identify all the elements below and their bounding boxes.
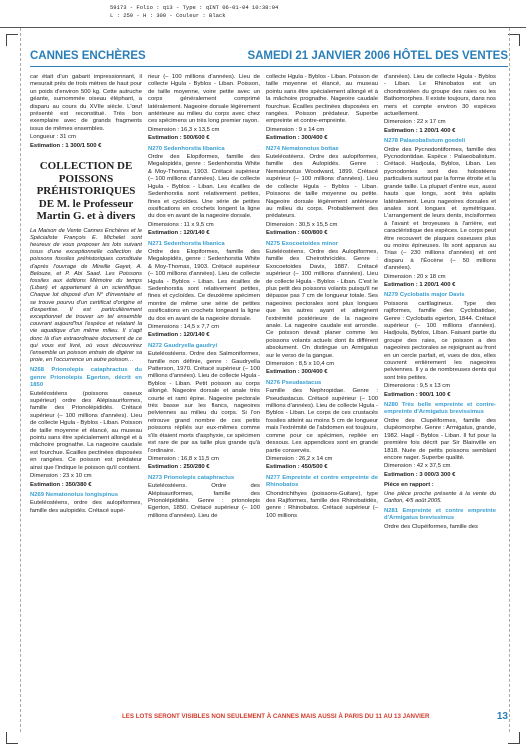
lot-title: N279 Cyclobatis major Davis <box>384 292 465 299</box>
lot-estimate: Estimation : 350/380 € <box>30 481 92 488</box>
lot-title: N281 Empreinte et contre empreinte d'Armigatus brevissimus <box>384 507 496 522</box>
crop-mark-bottom-right <box>508 732 520 744</box>
lot-title: N274 Nematonotus bottae <box>266 145 339 152</box>
lot-description: d'années). Lieu de collecte Hgula - Byblos - Liban. Le Rhinobatos est un chondrostéen du groupe des raies ou les Bathomorphes. Il existe toujours, dans nos mers et compte environ 30 espèces actuellement. <box>384 74 496 118</box>
collection-intro: La Maison de Vente Cannes Enchères et le Spécialiste François E. Michelet sont heureux de vous proposer les lots suivant issus d'une exceptionnelle collection de poissons fossiles préhistoriques constituée d'après l'ouvrage de Mireille Gayet, A. Belouze, et P. Abi Saad. Les Poissons fossiles aux éditions Mémoire du temps (Liban) et appartenant à un scientifique. Chaque lot disposé d'un N° d'inventaire et se trouve pourvu d'un certificat d'origine et d'expertise. Il est particulièrement exceptionnel de trouver un tel ensemble couvrant aujourd'hui l'espèce et relatant la vie aquatique d'un même milieu. Il s'agit donc là d'un extraordinaire document de ce qui vous est livré, où vous découvrirez l'ensemble un poisson entrain de digérer sa proie, en l'occurrence un autre poisson… <box>30 227 142 364</box>
proof-line-1: 59173 - Folio : q13 - Type : qINT 06-01-04 10:38:04 <box>110 4 279 11</box>
footer-viewing-notice: LES LOTS SERONT VISIBLES NON SEULEMENT À CANNES MAIS AUSSI À PARIS DU 11 AU 13 JANVIER <box>122 713 430 720</box>
lot-dimension: Dimension : 23 x 10 cm <box>30 473 92 480</box>
lot-dimension: Dimension : 26,2 x 14 cm <box>266 455 333 462</box>
lot-dimension: Dimension : 30,5 x 15,5 cm <box>266 221 338 228</box>
lot-description: Ordre des Elopiformes, famille des Megalopidés, genre : Sedenhorstia White & Moy-Thomas, 1903. Crétacé supérieur (– 100 millions d'années). Lieu de collecte Hgula - Byblos - Liban. Les écailles de Sedenhorstia sont relativement petites, fines et cycloïdes. Une série de petites ossifications en crochets longent la ligne du dos en avant de la nageoire dorsale. <box>148 154 260 220</box>
page-footer <box>30 711 508 725</box>
lot-estimate: Estimation : 600/800 € <box>266 230 328 237</box>
lot-title: N271 Sedenhorstia libanica <box>148 240 225 247</box>
header-brand: CANNES ENCHÈRES <box>30 50 146 62</box>
lot-estimate: Estimation : 500/600 € <box>148 135 210 142</box>
lot-description: Ordre des Clupéiformes, famille des <box>384 523 478 530</box>
column-3 <box>266 74 378 699</box>
lot-title: N278 Palaeobalistum goedeli <box>384 138 466 145</box>
lot-description: Euteléostéens, ordre des aulopiformes, famille des aulopidés. Crétacé supé- <box>30 500 142 514</box>
lot-dimension: Dimension : 16,3 x 13,5 cm <box>148 126 220 133</box>
column-1 <box>30 74 142 699</box>
page-number: 13 <box>496 711 508 722</box>
lot-estimate: Estimation : 3 000/3 300 € <box>384 471 456 478</box>
lot-description: Ordre des Pycnodontiformes, famille des Pycnodontidae. Espèce : Palaeobalistum. Crétacé. Hadjoula, Byblos, Liban. Les pycnodontes sont des holostéens particuliers surtout par la forme étroite et la grande taille. La plupart d'entre eux, aussi hauts que longs, sont très aplatis latéralement. Leurs nageoires dorsales et anales sont longues et symétriques. L'arrangement de leurs dents, incisiformes à l'avant et broyeuses à l'arrière, est caractéristique des espèces. Le corps peut être recouvert de plaques osseuses plus ou moins épineuses. Ils sont apparus au Trias (– 230 millions d'années) et ont disparu à l'Éocène (– 50 millions d'années). <box>384 146 496 272</box>
header-rule <box>30 66 508 67</box>
lot-estimate: Estimation : 1 300/1 500 € <box>30 142 102 149</box>
column-2 <box>148 74 260 699</box>
lot-description: Famille des Nephropidae. Genre : Pseudastacus. Crétacé supérieur (– 100 millions d'années). Lieu de collecte Hgula - Byblos - Liban. Le corps de ces crustacés fossiles atteint au moins 5 cm de longueur mais l'extrémité de l'abdomen est toujours, comme pour ce spécimen, repliée en dessous. Les appendices sont en grande partie conservés. <box>266 388 378 454</box>
related-piece-note: Une pièce proche présente à la vente du Carlton, 4/5 août 2005. <box>384 490 496 504</box>
crop-mark-bottom-left <box>6 732 18 744</box>
catalogue-columns <box>30 74 510 699</box>
lot-title: N276 Pseudastacus <box>266 379 322 386</box>
lot-estimate: Estimation : 1 200/1 400 € <box>384 281 456 288</box>
lot-estimate: Estimation : 120/140 € <box>148 230 210 237</box>
column-4 <box>384 74 496 699</box>
lot-title: N275 Exocoetoides minor <box>266 240 339 247</box>
lot-title: N272 Gaudryella gaudryi <box>148 342 218 349</box>
lot-estimate: Estimation : 300/400 € <box>266 369 328 376</box>
lot-description: Euteléostéens. Ordre des Salmoniformes, famille non définie, genre : Gaudryella Patterson, 1970. Crétacé supérieur (– 100 millions d'années). Lieu de collecte Hgula - Byblos - Liban. Petit poisson au corps allongé. Nageoire dorsale et anale très courte et rami épine. Nageoire pectorale très basse sur les flancs, nageoires pelviennes au milieu du corps. Si l'on retrouve grand nombre de ces petits poissons répliés sur eux-mêmes comme s'ils étaient morts d'asphyxie, ce spécimen est rare de par sa taille plus grande qu'à l'ordinaire. <box>148 351 260 454</box>
lot-dimension: Dimension : 8,5 x 10,4 cm <box>266 361 335 368</box>
lot-title: N273 Prionolepis cataphractus <box>148 474 235 481</box>
lot-estimate: Estimation : 300/400 € <box>266 135 328 142</box>
lot-dimension: Dimension : 9 x 14 cm <box>266 126 325 133</box>
lot-description: Poissons cartilagineux. Type des rajiformes, famille des Cyclobatidae, Genre : Cyclobatis egerton, 1844. Crétacé supérieur (– 100 millions d'années). Hadjoula, Byblos, Liban. Faisant partie du groupe des raies, ce poisson a des nageoires pectorales se rejoignant au front en un cercle parfait, et, vues de dos, elles couvrent entièrement les nageoires pelviennes. Il y a de nombreuses dents qui sont très petites. <box>384 300 496 381</box>
lot-description: Euteléostéens (poissons osseux supérieur) ordre des Alépisauriformes, famille des Prionolépididés. Crétacé supérieur (– 100 millions d'années). Lieu de collecte Hgula - Byblos - Liban. Poisson de taille moyenne et élancé, au museau pointu sans être spécialement allongé et à mâchoire prognathe. La nageoire caudale est fourchue. Écailles pectinées disposées en rangées. Ce poisson est prédateur ainsi que l'indique le poisson qu'il contient. <box>30 390 142 471</box>
lot-description: Ordre des Clupéiformes, famille des clupéomorphe. Genre : Armigatus, grande, 1982. Hagil - Byblos - Liban. Il fut pour la première fois décrit par Sir Blainville en 1818. Nuée de petits poissons semblant encore nager. Superbe qualité. <box>384 417 496 461</box>
lot-title: N280 Très belle empreinte et contre-empreinte d'Armigatus brevissimus <box>384 402 496 416</box>
lot-description: Euteléostéens. Ordre des aulopiformes, famille des Aulopidés. Genre : Nematonotus Woodward, 1899. Crétacé supérieur (– 100 millions d'années). Lieu de collecte Hgula - Byblos - Liban. Poissons de taille moyenne ou petite. Nageoire dorsale légèrement antérieure au milieu du corps. Probablement des prédateurs. <box>266 154 378 220</box>
lot-estimate: Estimation : 900/1 100 € <box>384 391 451 398</box>
print-proof-slug <box>0 0 526 28</box>
lot-dimension: Dimension : 22 x 17 cm <box>384 119 446 126</box>
lot-estimate: Estimation : 450/500 € <box>266 464 328 471</box>
lot-dimension: Longueur : 31 cm <box>30 134 76 141</box>
related-piece-title: Pièce en rapport : <box>384 482 434 489</box>
lot-description: Euteléostéens. Ordre des Alépisauriformes, famille des Prionolépididés. Genre : prionolepis Egerton, 1850. Crétacé supérieur (– 100 millions d'années). Lieu de <box>148 483 260 519</box>
collection-title: COLLECTION DE POISSONS PRÉHISTORIQUES DE M. le Professeur Martin G. et à divers <box>36 160 136 223</box>
lot-estimate: Estimation : 250/280 € <box>148 464 210 471</box>
lot-title: N277 Empreinte et contre empreinte de Rhinobatos <box>266 474 378 489</box>
lot-description: car était d'un gabarit impressionnant, il mesurait près de trois mètres de haut pour un poids d'environ 500 kg. Cette autruche géante, surnommée oiseau éléphant, a disparu au cours du XVIIe siècle. L'œuf présenté est reconstitué. Très bon exemplaire avec de grands fragments issus de mêmes ensembles. <box>30 74 142 132</box>
lot-estimate: Estimation : 120/140 € <box>148 332 210 339</box>
lot-title: N270 Sedenhorstia libanica <box>148 145 225 152</box>
lot-dimension: Dimension : 20 x 18 cm <box>384 273 446 280</box>
lot-dimension: Dimensions : 14,5 x 7,7 cm <box>148 324 220 330</box>
lot-description: Euteléostéens. Ordre des Aulopiformes, famille des Cheirothricidés. Genre : Exocoetoides Davis, 1887. Crétacé supérieur (– 100 millions d'années). Lieu de collecte Hgula - Byblos - Liban. C'est le plus petit des poissons volants puisqu'il ne dépasse pas 7 cm de longueur totale. Ses nageoires pectorales sont plus longues que les autres ayant et atteignent l'extrémité postérieure de la nageoire anale. La nageoire caudale est arrondie. Ce poisson devait planer comme les poissons volants actuels dont ils diffèrent absolument. On distingue un Armigatus sur le verso de la gangue. <box>266 248 378 359</box>
crop-mark-top-left <box>6 34 18 46</box>
lot-title: N268 Prionolepis cataphractus du genre Prionolepis Egerton, décrit en 1850 <box>30 367 142 389</box>
lot-description: Ordre des Elopiformes, famille des Megalopidés, genre : Sedenhorstia White & Moy-Thomas, 1903. Crétacé supérieur (– 100 millions d'années). Lieu de collecte Hgula - Byblos - Liban. Les écailles de Sedenhorstia sont relativement petites, fines et cycloïdes. Ce deuxième spécimen montre de même une série de petites ossifications en crochets longeant la ligne du dos en avant de la nageoire dorsale. <box>148 248 260 322</box>
lot-estimate: Estimation : 1 200/1 400 € <box>384 127 456 134</box>
proof-line-2: L : 250 - H : 300 - Couleur : Black <box>110 12 226 19</box>
lot-description: Chondrichthyes (poissons-Guitare), type des Rajiformes, famille des Rhinobatidés, genre : Rhinobatos. Crétacé supérieur (– 100 millions <box>266 490 378 519</box>
lot-dimension: Dimension : 16,8 x 11,5 cm <box>148 455 219 462</box>
lot-description: collecte Hgula - Byblos - Liban. Poisson de taille moyenne et élancé, au museau pointu sans être spécialement allongé et à la mâchoire prognathe. Nageoire caudale fourchue. Écailles pectinées disposées en rangées. Poisson prédateur. Superbe empreinte et contre-empreinte. <box>266 74 378 125</box>
header-sale-date: SAMEDI 21 JANVIER 2006 HÔTEL DES VENTES <box>247 50 508 62</box>
lot-dimension: Dimension : 42 x 37,5 cm <box>384 463 451 470</box>
lot-title: N269 Nematonotus longispinus <box>30 491 119 498</box>
lot-description: rieur (– 100 millions d'années). Lieu de collecte Hgula - Byblos - Liban. Poisson, de taille moyenne, voire petite avec un corps généralement comprimé latéralement. Nageoire dorsale légèrement antérieure au milieu du corps avec chez ces spécimens un très long premier rayon. <box>148 74 260 125</box>
lot-dimension: Dimensions : 11 x 9,5 cm <box>148 221 214 228</box>
lot-dimension: Dimensions : 9,5 x 13 cm <box>384 383 451 390</box>
